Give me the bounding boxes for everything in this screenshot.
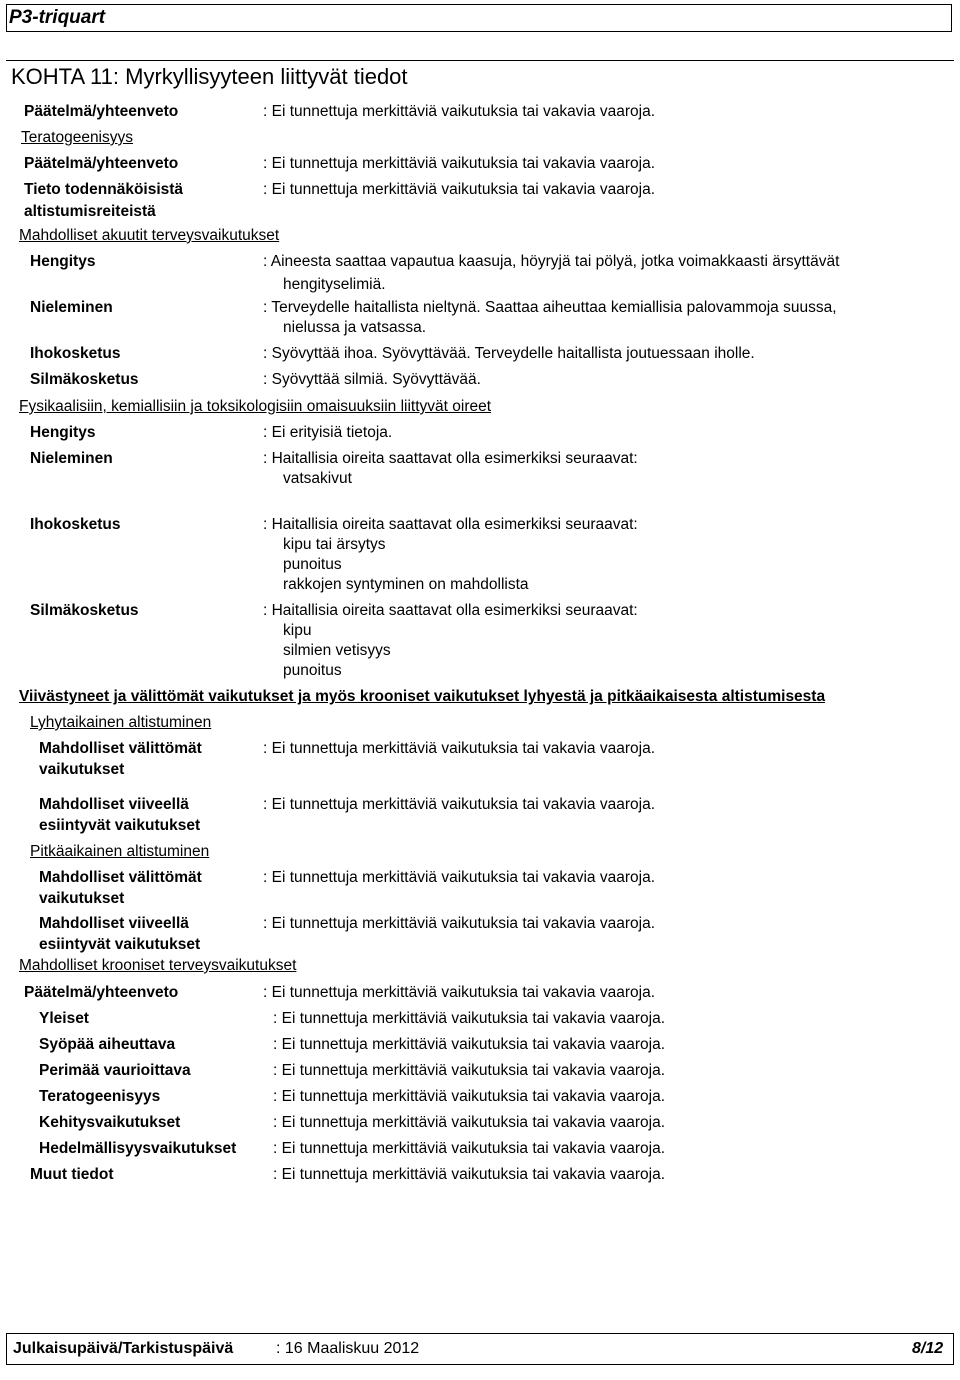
- chronic-item-value: : Ei tunnettuja merkittäviä vaikutuksia tai vakavia vaaroja.: [273, 1114, 665, 1131]
- symptoms-ingestion-label: Nieleminen: [30, 450, 113, 467]
- section-divider: [6, 60, 954, 61]
- teratogenicity-conclusion-value: : Ei tunnettuja merkittäviä vaikutuksia tai vakavia vaaroja.: [263, 155, 655, 172]
- chronic-item-value: : Ei tunnettuja merkittäviä vaikutuksia tai vakavia vaaroja.: [273, 1088, 665, 1105]
- acute-inhalation-value: : Aineesta saattaa vapautua kaasuja, höyryjä tai pölyä, jotka voimakkaasti ärsyttävät: [263, 253, 840, 270]
- teratogenicity-heading: Teratogeenisyys: [21, 129, 134, 146]
- document-title: P3-triquart: [9, 7, 106, 28]
- conclusion-label: Päätelmä/yhteenveto: [24, 103, 179, 120]
- chronic-heading: Mahdolliset krooniset terveysvaikutukset: [19, 957, 297, 974]
- footer-date-value: : 16 Maaliskuu 2012: [276, 1340, 420, 1357]
- acute-ingestion-label: Nieleminen: [30, 299, 113, 316]
- acute-skin-value: : Syövyttää ihoa. Syövyttävää. Terveydelle haitallista joutuessaan iholle.: [263, 345, 755, 362]
- chronic-item-label: Syöpää aiheuttava: [39, 1036, 176, 1053]
- symptoms-skin-value: : Haitallisia oireita saattavat olla esimerkiksi seuraavat:: [263, 516, 638, 533]
- symptoms-eye-label: Silmäkosketus: [30, 602, 139, 619]
- short-immediate-label-line2: vaikutukset: [39, 761, 125, 778]
- short-immediate-label-line1: Mahdolliset välittömät: [39, 740, 202, 757]
- chronic-item-value: : Ei tunnettuja merkittäviä vaikutuksia tai vakavia vaaroja.: [273, 1140, 665, 1157]
- acute-eye-value: : Syövyttää silmiä. Syövyttävää.: [263, 371, 481, 388]
- short-delayed-label-line1: Mahdolliset viiveellä: [39, 796, 189, 813]
- chronic-item-value: : Ei tunnettuja merkittäviä vaikutuksia tai vakavia vaaroja.: [273, 1010, 665, 1027]
- routes-value: : Ei tunnettuja merkittäviä vaikutuksia tai vakavia vaaroja.: [263, 181, 655, 198]
- long-immediate-label-line1: Mahdolliset välittömät: [39, 869, 202, 886]
- symptoms-ingestion-value: : Haitallisia oireita saattavat olla esimerkiksi seuraavat:: [263, 450, 638, 467]
- chronic-item-value: : Ei tunnettuja merkittäviä vaikutuksia tai vakavia vaaroja.: [273, 1036, 665, 1053]
- short-delayed-value: : Ei tunnettuja merkittäviä vaikutuksia tai vakavia vaaroja.: [263, 796, 655, 813]
- acute-ingestion-value: : Terveydelle haitallista nieltynä. Saattaa aiheuttaa kemiallisia palovammoja suussa,: [263, 299, 837, 316]
- symptom-list-item: punoitus: [283, 556, 342, 573]
- short-term-heading: Lyhytaikainen altistuminen: [30, 714, 212, 731]
- short-immediate-value: : Ei tunnettuja merkittäviä vaikutuksia tai vakavia vaaroja.: [263, 740, 655, 757]
- chronic-item-label: Perimää vaurioittava: [39, 1062, 191, 1079]
- chronic-conclusion-label: Päätelmä/yhteenveto: [24, 984, 179, 1001]
- footer-date-label: Julkaisupäivä/Tarkistuspäivä: [13, 1340, 234, 1357]
- long-immediate-label-line2: vaikutukset: [39, 890, 125, 907]
- symptom-list-item: kipu tai ärsytys: [283, 536, 386, 553]
- chronic-item-label: Kehitysvaikutukset: [39, 1114, 181, 1131]
- long-term-heading: Pitkäaikainen altistuminen: [30, 843, 210, 860]
- other-info-value: : Ei tunnettuja merkittäviä vaikutuksia tai vakavia vaaroja.: [273, 1166, 665, 1183]
- acute-inhalation-value-cont: hengityselimiä.: [283, 276, 386, 293]
- acute-skin-label: Ihokosketus: [30, 345, 121, 362]
- acute-eye-label: Silmäkosketus: [30, 371, 139, 388]
- section-heading: KOHTA 11: Myrkyllisyyteen liittyvät tiedot: [11, 64, 408, 89]
- delayed-effects-heading: Viivästyneet ja välittömät vaikutukset ja myös krooniset vaikutukset lyhyestä ja pitkäaikaisesta altistumisesta: [19, 688, 826, 705]
- conclusion-value: : Ei tunnettuja merkittäviä vaikutuksia tai vakavia vaaroja.: [263, 103, 655, 120]
- chronic-item-label: Hedelmällisyysvaikutukset: [39, 1140, 237, 1157]
- chronic-item-label: Teratogeenisyys: [39, 1088, 161, 1105]
- long-delayed-label-line2: esiintyvät vaikutukset: [39, 936, 201, 953]
- short-delayed-label-line2: esiintyvät vaikutukset: [39, 817, 201, 834]
- symptoms-skin-label: Ihokosketus: [30, 516, 121, 533]
- acute-inhalation-label: Hengitys: [30, 253, 96, 270]
- symptom-list-item: kipu: [283, 622, 312, 639]
- teratogenicity-conclusion-label: Päätelmä/yhteenveto: [24, 155, 179, 172]
- chronic-item-label: Yleiset: [39, 1010, 89, 1027]
- chronic-item-value: : Ei tunnettuja merkittäviä vaikutuksia tai vakavia vaaroja.: [273, 1062, 665, 1079]
- other-info-label: Muut tiedot: [30, 1166, 114, 1183]
- chronic-conclusion-value: : Ei tunnettuja merkittäviä vaikutuksia tai vakavia vaaroja.: [263, 984, 655, 1001]
- long-delayed-value: : Ei tunnettuja merkittäviä vaikutuksia tai vakavia vaaroja.: [263, 915, 655, 932]
- symptoms-inhalation-label: Hengitys: [30, 424, 96, 441]
- acute-heading: Mahdolliset akuutit terveysvaikutukset: [19, 227, 280, 244]
- long-delayed-label-line1: Mahdolliset viiveellä: [39, 915, 189, 932]
- symptom-list-item: rakkojen syntyminen on mahdollista: [283, 576, 529, 593]
- symptom-list-item: punoitus: [283, 662, 342, 679]
- page-number: 8/12: [912, 1340, 944, 1357]
- long-immediate-value: : Ei tunnettuja merkittäviä vaikutuksia tai vakavia vaaroja.: [263, 869, 655, 886]
- routes-label-line1: Tieto todennäköisistä: [24, 181, 184, 198]
- header-box: [6, 4, 952, 32]
- routes-label-line2: altistumisreiteistä: [24, 203, 156, 220]
- symptom-list-item: silmien vetisyys: [283, 642, 391, 659]
- symptoms-eye-value: : Haitallisia oireita saattavat olla esimerkiksi seuraavat:: [263, 602, 638, 619]
- symptom-list-item: vatsakivut: [283, 470, 352, 487]
- symptoms-inhalation-value: : Ei erityisiä tietoja.: [263, 424, 393, 441]
- symptoms-heading: Fysikaalisiin, kemiallisiin ja toksikologisiin omaisuuksiin liittyvät oireet: [19, 398, 492, 415]
- acute-ingestion-value-cont: nielussa ja vatsassa.: [283, 319, 427, 336]
